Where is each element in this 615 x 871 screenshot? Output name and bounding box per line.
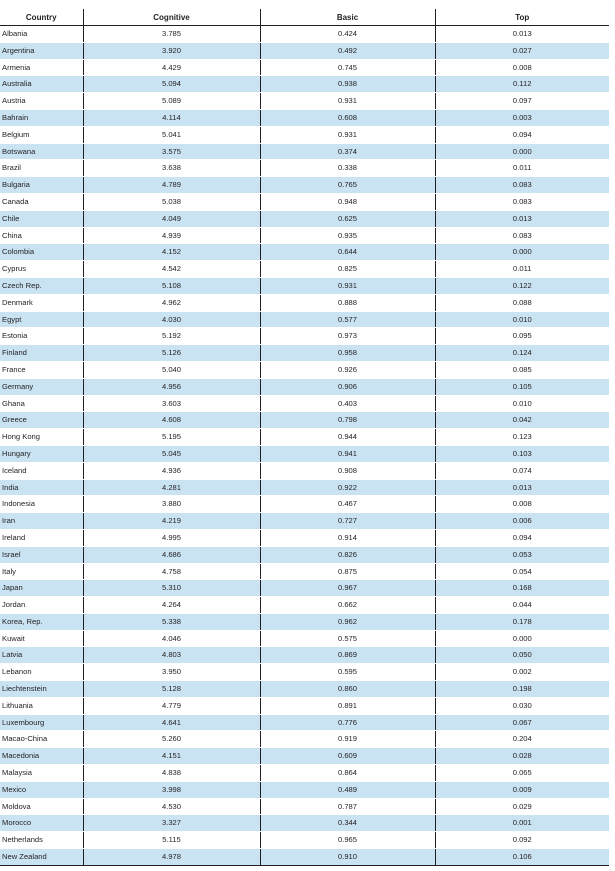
cell-country: Moldova — [0, 798, 83, 815]
cell-top: 0.122 — [435, 277, 609, 294]
table-row — [0, 714, 609, 731]
table-row — [0, 261, 609, 278]
cell-cognitive: 4.542 — [83, 261, 260, 278]
table-row — [0, 647, 609, 664]
cell-country: Liechtenstein — [0, 681, 83, 698]
cell-basic: 0.374 — [260, 143, 435, 160]
cell-basic: 0.962 — [260, 613, 435, 630]
cell-top: 0.010 — [435, 311, 609, 328]
cell-basic: 0.825 — [260, 261, 435, 278]
table-row — [0, 563, 609, 580]
table-row — [0, 177, 609, 194]
cell-country: Macao-China — [0, 731, 83, 748]
table-row — [0, 328, 609, 345]
cell-cognitive: 4.779 — [83, 697, 260, 714]
cell-country: France — [0, 361, 83, 378]
cell-basic: 0.869 — [260, 647, 435, 664]
cell-top: 0.028 — [435, 748, 609, 765]
cell-cognitive: 5.195 — [83, 429, 260, 446]
header-country: Country — [0, 9, 83, 26]
cell-cognitive: 4.838 — [83, 765, 260, 782]
cell-basic: 0.826 — [260, 546, 435, 563]
cell-basic: 0.948 — [260, 193, 435, 210]
table-row — [0, 160, 609, 177]
cell-cognitive: 4.686 — [83, 546, 260, 563]
table-row — [0, 849, 609, 866]
cell-country: Greece — [0, 412, 83, 429]
cell-country: Kuwait — [0, 630, 83, 647]
cell-cognitive: 4.049 — [83, 210, 260, 227]
cell-country: Denmark — [0, 294, 83, 311]
cell-country: Bulgaria — [0, 177, 83, 194]
header-row — [0, 9, 609, 26]
cell-top: 0.168 — [435, 580, 609, 597]
cell-cognitive: 4.281 — [83, 479, 260, 496]
table-row — [0, 815, 609, 832]
cell-basic: 0.338 — [260, 160, 435, 177]
cell-cognitive: 4.978 — [83, 849, 260, 866]
cell-basic: 0.595 — [260, 664, 435, 681]
cell-basic: 0.931 — [260, 93, 435, 110]
cell-basic: 0.967 — [260, 580, 435, 597]
table-row — [0, 26, 609, 43]
cell-top: 0.008 — [435, 59, 609, 76]
cell-basic: 0.745 — [260, 59, 435, 76]
cell-basic: 0.787 — [260, 798, 435, 815]
cell-cognitive: 4.429 — [83, 59, 260, 76]
cell-cognitive: 4.995 — [83, 529, 260, 546]
cell-cognitive: 5.310 — [83, 580, 260, 597]
cell-basic: 0.765 — [260, 177, 435, 194]
cell-cognitive: 4.936 — [83, 462, 260, 479]
cell-basic: 0.891 — [260, 697, 435, 714]
cell-cognitive: 3.880 — [83, 496, 260, 513]
cell-country: Botswana — [0, 143, 83, 160]
cell-top: 0.044 — [435, 597, 609, 614]
table-row — [0, 748, 609, 765]
cell-basic: 0.914 — [260, 529, 435, 546]
cell-cognitive: 4.046 — [83, 630, 260, 647]
cell-country: Latvia — [0, 647, 83, 664]
table-row — [0, 361, 609, 378]
cell-cognitive: 4.956 — [83, 378, 260, 395]
cell-country: Indonesia — [0, 496, 83, 513]
cell-basic: 0.492 — [260, 42, 435, 59]
cell-country: Morocco — [0, 815, 83, 832]
table-row — [0, 832, 609, 849]
cell-cognitive: 4.114 — [83, 109, 260, 126]
cell-cognitive: 5.338 — [83, 613, 260, 630]
cell-basic: 0.727 — [260, 513, 435, 530]
cell-country: Estonia — [0, 328, 83, 345]
cell-top: 0.003 — [435, 109, 609, 126]
cell-basic: 0.625 — [260, 210, 435, 227]
table-row — [0, 546, 609, 563]
cell-basic: 0.922 — [260, 479, 435, 496]
table-row — [0, 462, 609, 479]
cell-country: Finland — [0, 345, 83, 362]
table-row — [0, 378, 609, 395]
cell-cognitive: 5.045 — [83, 445, 260, 462]
cell-basic: 0.935 — [260, 227, 435, 244]
cell-country: Australia — [0, 76, 83, 93]
table-row — [0, 513, 609, 530]
cell-top: 0.112 — [435, 76, 609, 93]
table-row — [0, 345, 609, 362]
cell-basic: 0.973 — [260, 328, 435, 345]
table-row — [0, 697, 609, 714]
cell-cognitive: 5.041 — [83, 126, 260, 143]
table-row — [0, 613, 609, 630]
table-row — [0, 580, 609, 597]
cell-basic: 0.467 — [260, 496, 435, 513]
cell-top: 0.042 — [435, 412, 609, 429]
table-row — [0, 42, 609, 59]
cell-country: Lithuania — [0, 697, 83, 714]
cell-top: 0.009 — [435, 781, 609, 798]
cell-top: 0.006 — [435, 513, 609, 530]
cell-cognitive: 4.264 — [83, 597, 260, 614]
cell-top: 0.198 — [435, 681, 609, 698]
cell-cognitive: 4.608 — [83, 412, 260, 429]
cell-basic: 0.575 — [260, 630, 435, 647]
cell-basic: 0.424 — [260, 26, 435, 43]
cell-top: 0.029 — [435, 798, 609, 815]
table-row — [0, 294, 609, 311]
cell-cognitive: 4.803 — [83, 647, 260, 664]
cell-top: 0.106 — [435, 849, 609, 866]
cell-cognitive: 4.939 — [83, 227, 260, 244]
cell-top: 0.094 — [435, 529, 609, 546]
cell-cognitive: 5.192 — [83, 328, 260, 345]
cell-top: 0.204 — [435, 731, 609, 748]
cell-country: Lebanon — [0, 664, 83, 681]
cell-top: 0.097 — [435, 93, 609, 110]
cell-basic: 0.906 — [260, 378, 435, 395]
cell-country: Albania — [0, 26, 83, 43]
cell-cognitive: 5.126 — [83, 345, 260, 362]
cell-cognitive: 3.950 — [83, 664, 260, 681]
cell-basic: 0.577 — [260, 311, 435, 328]
cell-country: Germany — [0, 378, 83, 395]
cell-top: 0.011 — [435, 160, 609, 177]
cell-top: 0.094 — [435, 126, 609, 143]
cell-top: 0.013 — [435, 479, 609, 496]
cell-country: Luxembourg — [0, 714, 83, 731]
cell-top: 0.123 — [435, 429, 609, 446]
cell-country: Netherlands — [0, 832, 83, 849]
cell-top: 0.001 — [435, 815, 609, 832]
table-row — [0, 93, 609, 110]
cell-country: Egypt — [0, 311, 83, 328]
cell-country: Bahrain — [0, 109, 83, 126]
table-row — [0, 798, 609, 815]
cell-country: Argentina — [0, 42, 83, 59]
cell-cognitive: 3.575 — [83, 143, 260, 160]
cell-cognitive: 4.219 — [83, 513, 260, 530]
cell-basic: 0.944 — [260, 429, 435, 446]
cell-top: 0.000 — [435, 143, 609, 160]
cell-top: 0.083 — [435, 177, 609, 194]
cell-basic: 0.926 — [260, 361, 435, 378]
table-row — [0, 244, 609, 261]
cell-country: India — [0, 479, 83, 496]
table-body — [0, 26, 609, 866]
cell-basic: 0.609 — [260, 748, 435, 765]
data-table — [0, 9, 609, 866]
cell-basic: 0.662 — [260, 597, 435, 614]
cell-top: 0.083 — [435, 227, 609, 244]
cell-basic: 0.931 — [260, 277, 435, 294]
cell-basic: 0.798 — [260, 412, 435, 429]
cell-country: Canada — [0, 193, 83, 210]
header-top: Top — [435, 9, 609, 26]
cell-basic: 0.888 — [260, 294, 435, 311]
cell-top: 0.065 — [435, 765, 609, 782]
cell-country: China — [0, 227, 83, 244]
cell-country: Macedonia — [0, 748, 83, 765]
cell-top: 0.050 — [435, 647, 609, 664]
cell-country: Brazil — [0, 160, 83, 177]
table-row — [0, 210, 609, 227]
cell-top: 0.011 — [435, 261, 609, 278]
cell-top: 0.074 — [435, 462, 609, 479]
header-cognitive: Cognitive — [83, 9, 260, 26]
cell-top: 0.013 — [435, 26, 609, 43]
cell-cognitive: 5.040 — [83, 361, 260, 378]
cell-top: 0.053 — [435, 546, 609, 563]
cell-cognitive: 4.641 — [83, 714, 260, 731]
cell-country: Iceland — [0, 462, 83, 479]
cell-top: 0.083 — [435, 193, 609, 210]
table-row — [0, 529, 609, 546]
cell-top: 0.067 — [435, 714, 609, 731]
cell-cognitive: 5.128 — [83, 681, 260, 698]
cell-country: Jordan — [0, 597, 83, 614]
cell-country: Japan — [0, 580, 83, 597]
cell-country: Korea, Rep. — [0, 613, 83, 630]
cell-top: 0.027 — [435, 42, 609, 59]
table-row — [0, 731, 609, 748]
cell-cognitive: 5.260 — [83, 731, 260, 748]
cell-country: Malaysia — [0, 765, 83, 782]
cell-basic: 0.965 — [260, 832, 435, 849]
cell-cognitive: 3.638 — [83, 160, 260, 177]
cell-cognitive: 4.030 — [83, 311, 260, 328]
cell-basic: 0.958 — [260, 345, 435, 362]
cell-basic: 0.919 — [260, 731, 435, 748]
cell-basic: 0.864 — [260, 765, 435, 782]
table-row — [0, 445, 609, 462]
cell-country: Colombia — [0, 244, 83, 261]
table-row — [0, 429, 609, 446]
table-row — [0, 143, 609, 160]
cell-top: 0.092 — [435, 832, 609, 849]
cell-basic: 0.931 — [260, 126, 435, 143]
cell-cognitive: 3.920 — [83, 42, 260, 59]
table-row — [0, 412, 609, 429]
cell-cognitive: 4.530 — [83, 798, 260, 815]
cell-country: Mexico — [0, 781, 83, 798]
cell-top: 0.085 — [435, 361, 609, 378]
cell-top: 0.103 — [435, 445, 609, 462]
cell-country: Ireland — [0, 529, 83, 546]
cell-top: 0.030 — [435, 697, 609, 714]
cell-country: Chile — [0, 210, 83, 227]
cell-cognitive: 3.603 — [83, 395, 260, 412]
table-row — [0, 277, 609, 294]
table-header — [0, 9, 609, 26]
cell-basic: 0.403 — [260, 395, 435, 412]
cell-cognitive: 3.998 — [83, 781, 260, 798]
table-row — [0, 59, 609, 76]
table-row — [0, 193, 609, 210]
table-row — [0, 479, 609, 496]
cell-country: Hungary — [0, 445, 83, 462]
cell-country: Armenia — [0, 59, 83, 76]
cell-country: Belgium — [0, 126, 83, 143]
cell-basic: 0.489 — [260, 781, 435, 798]
cell-top: 0.054 — [435, 563, 609, 580]
cell-basic: 0.644 — [260, 244, 435, 261]
cell-top: 0.124 — [435, 345, 609, 362]
cell-country: Cyprus — [0, 261, 83, 278]
cell-top: 0.088 — [435, 294, 609, 311]
cell-basic: 0.910 — [260, 849, 435, 866]
cell-basic: 0.941 — [260, 445, 435, 462]
cell-country: Israel — [0, 546, 83, 563]
table-row — [0, 630, 609, 647]
cell-top: 0.002 — [435, 664, 609, 681]
cell-cognitive: 4.789 — [83, 177, 260, 194]
table-row — [0, 126, 609, 143]
cell-country: Ghana — [0, 395, 83, 412]
cell-top: 0.008 — [435, 496, 609, 513]
table-row — [0, 76, 609, 93]
cell-cognitive: 4.151 — [83, 748, 260, 765]
cell-country: Iran — [0, 513, 83, 530]
cell-cognitive: 5.094 — [83, 76, 260, 93]
table-row — [0, 109, 609, 126]
cell-cognitive: 5.115 — [83, 832, 260, 849]
cell-top: 0.178 — [435, 613, 609, 630]
cell-basic: 0.875 — [260, 563, 435, 580]
cell-top: 0.013 — [435, 210, 609, 227]
cell-top: 0.010 — [435, 395, 609, 412]
cell-top: 0.105 — [435, 378, 609, 395]
cell-cognitive: 3.327 — [83, 815, 260, 832]
cell-cognitive: 5.089 — [83, 93, 260, 110]
cell-basic: 0.908 — [260, 462, 435, 479]
cell-basic: 0.938 — [260, 76, 435, 93]
cell-cognitive: 4.152 — [83, 244, 260, 261]
cell-top: 0.095 — [435, 328, 609, 345]
table-row — [0, 781, 609, 798]
table-row — [0, 496, 609, 513]
cell-country: Austria — [0, 93, 83, 110]
cell-top: 0.000 — [435, 244, 609, 261]
cell-country: Italy — [0, 563, 83, 580]
table-row — [0, 311, 609, 328]
cell-basic: 0.776 — [260, 714, 435, 731]
cell-cognitive: 4.758 — [83, 563, 260, 580]
cell-basic: 0.344 — [260, 815, 435, 832]
cell-basic: 0.608 — [260, 109, 435, 126]
table-row — [0, 227, 609, 244]
cell-cognitive: 5.108 — [83, 277, 260, 294]
table-row — [0, 597, 609, 614]
cell-country: Hong Kong — [0, 429, 83, 446]
cell-cognitive: 5.038 — [83, 193, 260, 210]
cell-cognitive: 4.962 — [83, 294, 260, 311]
cell-country: New Zealand — [0, 849, 83, 866]
header-basic: Basic — [260, 9, 435, 26]
table-row — [0, 664, 609, 681]
cell-cognitive: 3.785 — [83, 26, 260, 43]
table-row — [0, 681, 609, 698]
table-row — [0, 765, 609, 782]
cell-country: Czech Rep. — [0, 277, 83, 294]
cell-top: 0.000 — [435, 630, 609, 647]
table-row — [0, 395, 609, 412]
cell-basic: 0.860 — [260, 681, 435, 698]
